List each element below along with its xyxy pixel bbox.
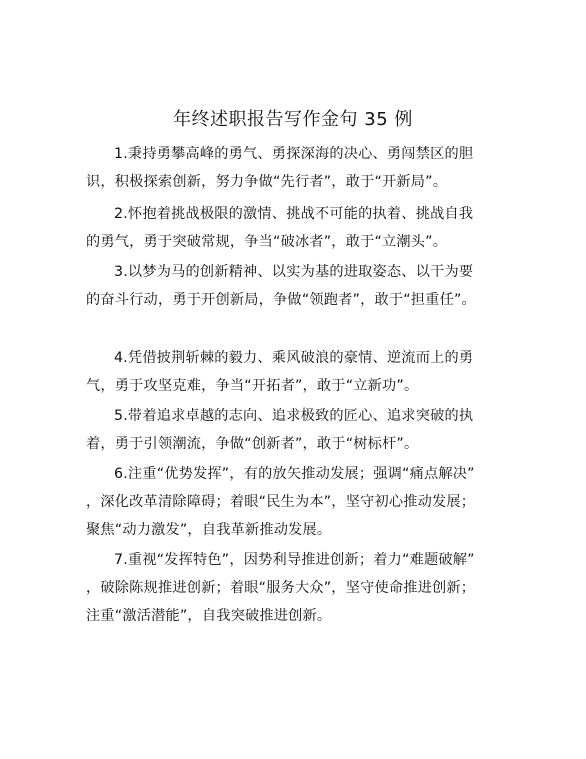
paragraph-line: 的奋斗行动，勇于开创新局，争做“领跑者”，敢于“担重任”。: [86, 292, 476, 308]
paragraph-4: [86, 344, 516, 400]
paragraph-5: [86, 402, 516, 458]
paragraph-1: [86, 140, 516, 196]
paragraph-line: ，破除陈规推进创新；着眼“服务大众”，坚守使命推进创新；: [86, 580, 476, 596]
paragraph-line: 4.凭借披荆斩棘的毅力、乘风破浪的豪情、逆流而上的勇: [114, 350, 474, 366]
paragraph-line: 着，勇于引领潮流，争做“创新者”，敢于“树标杆”。: [86, 436, 419, 452]
paragraph-line: ，深化改革清除障碍；着眼“民生为本”，坚守初心推动发展；: [86, 494, 476, 510]
paragraph-line: 5.带着追求卓越的志向、追求极致的匠心、追求突破的执: [114, 408, 474, 424]
paragraph-line: 6.注重“优势发挥”，有的放矢推动发展；强调“痛点解决”: [114, 466, 475, 482]
paragraph-7: [86, 546, 516, 630]
paragraph-3: [86, 258, 516, 314]
paragraph-line: 的勇气，勇于突破常规，争当“破冰者”，敢于“立潮头”。: [86, 234, 448, 250]
paragraph-line: 7.重视“发挥特色”，因势利导推进创新；着力“难题破解”: [114, 552, 475, 568]
page-title: 年终述职报告写作金句 35 例: [173, 109, 413, 130]
paragraph-line: 3.以梦为马的创新精神、以实为基的进取姿态、以干为要: [114, 264, 474, 280]
paragraph-line: 2.怀抱着挑战极限的激情、挑战不可能的执着、挑战自我: [114, 206, 474, 222]
paragraph-line: 注重“激活潜能”，自我突破推进创新。: [86, 608, 332, 624]
paragraph-2: [86, 200, 516, 256]
paragraph-line: 识，积极探索创新，努力争做“先行者”，敢于“开新局”。: [86, 174, 448, 190]
paragraph-line: 1.秉持勇攀高峰的勇气、勇探深海的决心、勇闯禁区的胆: [114, 146, 474, 162]
paragraph-line: 聚焦“动力激发”，自我革新推动发展。: [86, 522, 332, 538]
paragraph-line: 气，勇于攻坚克难，争当“开拓者”，敢于“立新功”。: [86, 378, 419, 394]
paragraph-6: [86, 460, 516, 544]
